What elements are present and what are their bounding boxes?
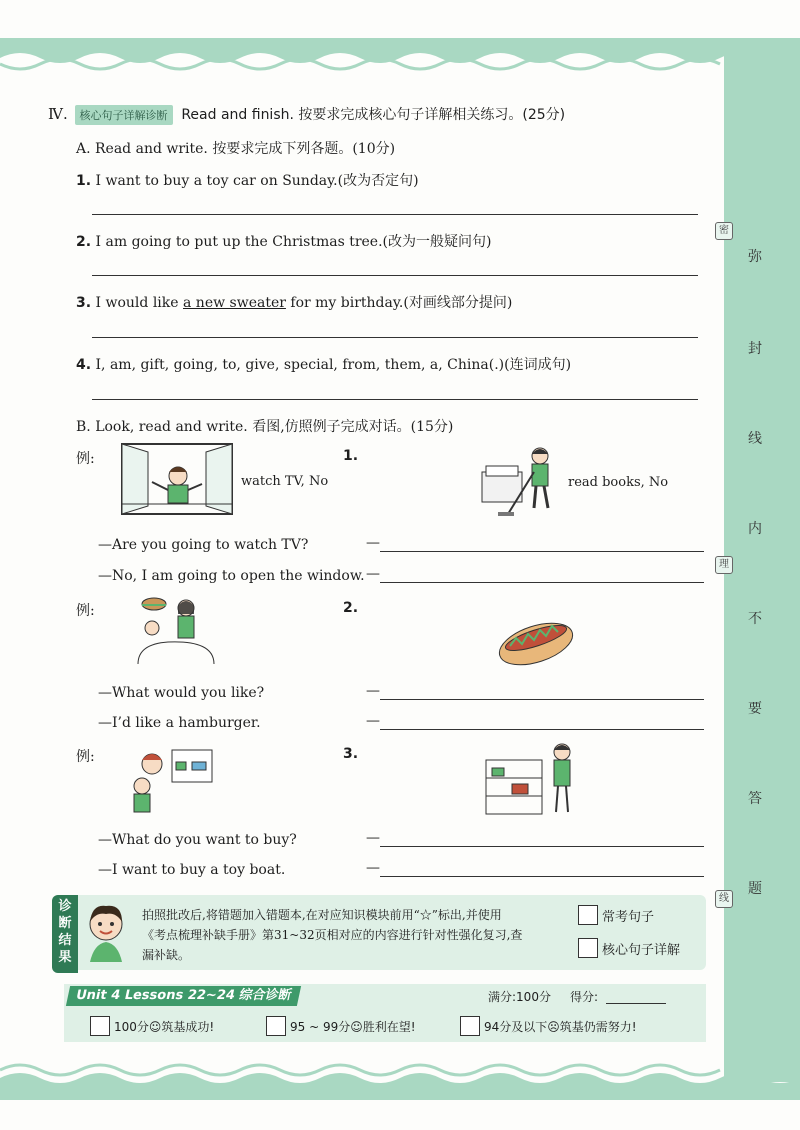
binding-strip [724,42,800,1082]
level-95-99: 95 ~ 99分☺胜利在望! [290,1020,416,1034]
reading-boy-picture [478,442,566,522]
answer-line-4[interactable] [92,399,698,400]
unit-tag: Unit 4 Lessons 22~24 综合诊断 [66,986,301,1006]
smile-icon: ☺ [350,1020,363,1034]
dash: — [366,713,380,729]
level-checkbox-100[interactable] [90,1016,110,1036]
top-wave-border [0,38,800,76]
binding-char: 不 [748,611,762,627]
diagnosis-text-3: 漏补缺。 [142,948,191,962]
binding-char: 要 [748,701,762,717]
answer-line-3[interactable] [92,337,698,338]
example-label: 例: [76,451,95,467]
option-core-sentence-explain: 核心句子详解 [602,943,681,958]
level-94-below: 94分及以下☹筑基仍需努力! [484,1020,637,1034]
checkbox-core-sentence-explain[interactable] [578,938,598,958]
full-score: 满分:100分 [488,990,551,1004]
checkbox-common-sentences[interactable] [578,905,598,925]
task-2-answer-line-1[interactable] [380,699,704,700]
binding-char: 题 [748,881,762,897]
shop-shelf-picture [482,740,582,818]
example-1-question: —Are you going to watch TV? [98,537,309,553]
example-1-cue: watch TV, No [241,474,329,489]
toy-shop-picture [118,742,218,814]
example-label: 例: [76,603,95,619]
task-2-answer-line-2[interactable] [380,729,704,730]
task-1-answer-line-1[interactable] [380,551,704,552]
underlined-phrase: a new sweater [183,295,286,311]
option-common-sentences: 常考句子 [602,910,655,925]
binding-char: 线 [748,431,762,447]
diagnosis-side-label: 诊 断 结 果 [52,895,78,973]
section-tag: 核心句子详解诊断 [75,105,173,125]
level-checkbox-94-below[interactable] [460,1016,480,1036]
example-2-question: —What would you like? [98,685,265,701]
girl-avatar [82,900,130,962]
example-3-answer: —I want to buy a toy boat. [98,862,286,878]
dash: — [366,566,380,582]
question-4: 4. I, am, gift, going, to, give, special, from, them, a, China(.)(连词成句) [76,357,572,373]
score-input-line[interactable] [606,1003,666,1004]
diagnosis-text-2: 《考点梳理补缺手册》第31~32页相对应的内容进行针对性强化复习,查 [142,928,523,942]
score-label: 得分: [570,990,599,1004]
dash: — [366,860,380,876]
task-3-number: 3. [343,746,359,762]
binding-char: 封 [748,341,762,357]
part-a-title: A. Read and write. 按要求完成下列各题。(10分) [76,141,396,157]
dash: — [366,535,380,551]
task-2-number: 2. [343,600,359,616]
part-b-title: B. Look, read and write. 看图,仿照例子完成对话。(15分) [76,419,454,435]
example-label: 例: [76,749,95,765]
binding-char: 弥 [748,249,762,265]
question-3: 3. I would like a new sweater for my birthday.(对画线部分提问) [76,295,513,311]
level-checkbox-95-99[interactable] [266,1016,286,1036]
face-icon: ☹ [547,1020,560,1034]
task-3-answer-line-1[interactable] [380,846,704,847]
diagnosis-text-1: 拍照批改后,将错题加入错题本,在对应知识模块前用“☆”标出,并使用 [142,908,502,922]
binding-char: 答 [748,791,762,807]
task-1-answer-line-2[interactable] [380,582,704,583]
bottom-wave-border [0,1060,800,1100]
hotdog-picture [494,608,578,670]
restaurant-picture [128,594,218,666]
seal-mark: 线 [715,890,733,908]
task-1-number: 1. [343,448,359,464]
window-picture [118,440,236,520]
question-2: 2. I am going to put up the Christmas tree.(改为一般疑问句) [76,234,492,250]
section-numeral: Ⅳ. [48,105,68,123]
example-1-answer: —No, I am going to open the window. [98,568,365,584]
example-2-answer: —I’d like a hamburger. [98,715,261,731]
example-3-question: —What do you want to buy? [98,832,297,848]
dash: — [366,683,380,699]
smile-icon: ☺ [148,1020,162,1034]
seal-mark: 密 [715,222,733,240]
binding-char: 内 [748,521,762,537]
task-3-answer-line-2[interactable] [380,876,704,877]
answer-line-2[interactable] [92,275,698,276]
dash: — [366,830,380,846]
section-instruction: Read and finish. 按要求完成核心句子详解相关练习。(25分) [181,107,566,123]
seal-mark: 理 [715,556,733,574]
section-heading [48,104,565,125]
answer-line-1[interactable] [92,214,698,215]
question-1: 1. I want to buy a toy car on Sunday.(改为否定句) [76,173,419,189]
level-100: 100分☺筑基成功! [114,1020,215,1034]
task-1-cue: read books, No [568,475,669,490]
